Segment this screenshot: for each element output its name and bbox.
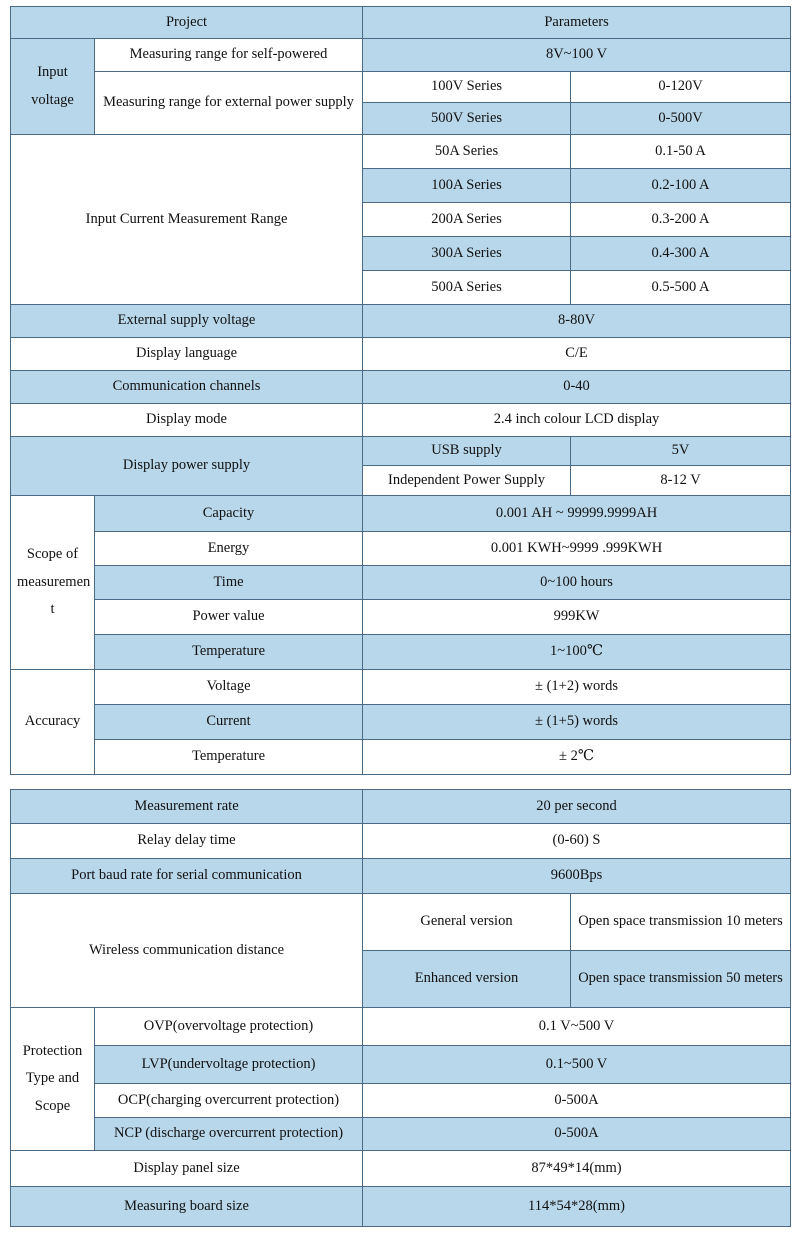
ext-series: 500V Series [363, 103, 571, 135]
accuracy-value: ± (1+2) words [363, 670, 791, 705]
input-voltage-label: Input voltage [11, 39, 95, 135]
spec-table-lower [10, 789, 791, 1227]
external-power-label: Measuring range for external power supply [95, 72, 363, 135]
accuracy-value: ± (1+5) words [363, 705, 791, 740]
self-powered-value: 8V~100 V [363, 39, 791, 72]
protection-value: 0.1 V~500 V [363, 1008, 791, 1046]
scope-name: Time [95, 566, 363, 600]
input-current-label: Input Current Measurement Range [11, 135, 363, 305]
protection-label-line: Protection [22, 1042, 83, 1059]
relay-value: (0-60) S [363, 824, 791, 859]
protection-value: 0.1~500 V [363, 1046, 791, 1084]
current-series: 300A Series [363, 237, 571, 271]
current-range: 0.1-50 A [571, 135, 791, 169]
channels-label: Communication channels [11, 371, 363, 404]
language-label: Display language [11, 338, 363, 371]
current-range: 0.5-500 A [571, 271, 791, 305]
scope-name: Capacity [95, 496, 363, 532]
current-range: 0.2-100 A [571, 169, 791, 203]
baud-value: 9600Bps [363, 859, 791, 894]
power-value: 5V [571, 437, 791, 466]
display-mode-value: 2.4 inch colour LCD display [363, 404, 791, 437]
current-series: 100A Series [363, 169, 571, 203]
header-project: Project [11, 7, 363, 39]
ext-supply-label: External supply voltage [11, 305, 363, 338]
scope-label-line: Scope of [26, 546, 79, 563]
language-value: C/E [363, 338, 791, 371]
protection-value: 0-500A [363, 1118, 791, 1151]
protection-name: LVP(undervoltage protection) [95, 1046, 363, 1084]
accuracy-name: Voltage [95, 670, 363, 705]
scope-label-line: t [50, 601, 55, 618]
accuracy-value: ± 2℃ [363, 740, 791, 775]
protection-label-line: Type and [25, 1070, 80, 1087]
current-series: 50A Series [363, 135, 571, 169]
channels-value: 0-40 [363, 371, 791, 404]
rate-label: Measurement rate [11, 790, 363, 824]
protection-name: NCP (discharge overcurrent protection) [95, 1118, 363, 1151]
spec-table-upper [10, 6, 791, 775]
power-value: 8-12 V [571, 466, 791, 496]
current-range: 0.4-300 A [571, 237, 791, 271]
protection-label [11, 1008, 95, 1151]
panel-size-value: 87*49*14(mm) [363, 1151, 791, 1187]
current-series: 200A Series [363, 203, 571, 237]
wireless-value: Open space transmission 50 meters [571, 951, 791, 1008]
protection-value: 0-500A [363, 1084, 791, 1118]
board-size-label: Measuring board size [11, 1187, 363, 1227]
wireless-name: General version [363, 894, 571, 951]
accuracy-name: Current [95, 705, 363, 740]
current-series: 500A Series [363, 271, 571, 305]
wireless-value: Open space transmission 10 meters [571, 894, 791, 951]
board-size-value: 114*54*28(mm) [363, 1187, 791, 1227]
scope-value: 0.001 AH ~ 99999.9999AH [363, 496, 791, 532]
power-name: Independent Power Supply [363, 466, 571, 496]
scope-value: 0.001 KWH~9999 .999KWH [363, 532, 791, 566]
ext-range: 0-500V [571, 103, 791, 135]
current-range: 0.3-200 A [571, 203, 791, 237]
protection-name: OCP(charging overcurrent protection) [95, 1084, 363, 1118]
scope-value: 999KW [363, 600, 791, 635]
ext-supply-value: 8-80V [363, 305, 791, 338]
wireless-name: Enhanced version [363, 951, 571, 1008]
wireless-label: Wireless communication distance [11, 894, 363, 1008]
relay-label: Relay delay time [11, 824, 363, 859]
display-mode-label: Display mode [11, 404, 363, 437]
ext-range: 0-120V [571, 72, 791, 103]
rate-value: 20 per second [363, 790, 791, 824]
accuracy-name: Temperature [95, 740, 363, 775]
protection-label-line: Scope [34, 1097, 71, 1114]
scope-value: 1~100℃ [363, 635, 791, 670]
scope-name: Power value [95, 600, 363, 635]
header-parameters: Parameters [363, 7, 791, 39]
self-powered-label: Measuring range for self-powered [95, 39, 363, 72]
scope-label-line: measuremen [17, 573, 91, 590]
baud-label: Port baud rate for serial communication [11, 859, 363, 894]
power-name: USB supply [363, 437, 571, 466]
accuracy-label: Accuracy [11, 670, 95, 775]
scope-value: 0~100 hours [363, 566, 791, 600]
scope-name: Temperature [95, 635, 363, 670]
protection-name: OVP(overvoltage protection) [95, 1008, 363, 1046]
panel-size-label: Display panel size [11, 1151, 363, 1187]
scope-label [11, 496, 95, 670]
display-power-label: Display power supply [11, 437, 363, 496]
scope-name: Energy [95, 532, 363, 566]
ext-series: 100V Series [363, 72, 571, 103]
